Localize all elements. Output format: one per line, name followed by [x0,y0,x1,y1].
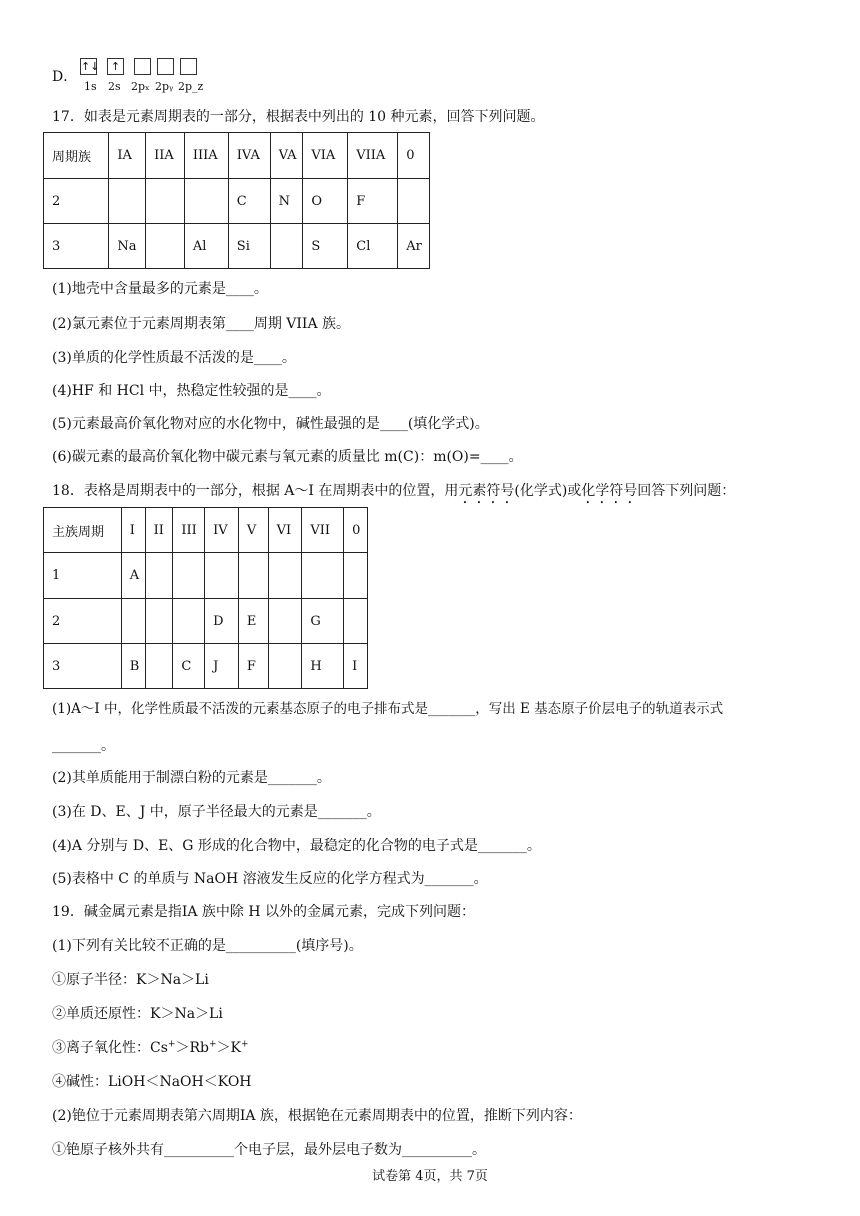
orbital-box-2pz [180,58,197,75]
q17-item-5: (5)元素最高价氧化物对应的水化物中，碱性最强的是____(填化学式)。 [52,416,489,432]
table-cell: VIIA [348,133,398,179]
superscript-plus: + [167,1039,176,1050]
table-cell: V [238,508,268,553]
table-cell [268,553,302,599]
q18-stem-emphasis: 元素符号 [458,483,515,499]
table-cell: C [228,179,270,224]
q19-item-2: (2)铯位于元素周期表第六周期ⅠA 族，根据铯在元素周期表中的位置，推断下列内容： [52,1108,582,1124]
q18-stem [52,480,735,507]
table-cell [146,179,185,224]
q18-stem-part: 回答下列问题： [637,483,736,499]
table-cell [173,599,205,644]
orbital-box-2s: ↑ [107,58,124,75]
page-footer: 试卷第 4页，共 7页 [372,1169,488,1184]
table-row [44,599,368,644]
q18-item-5: (5)表格中 C 的单质与 NaOH 溶液发生反应的化学方程式为_______。 [52,871,488,887]
orbital-box-1s: ↑↓ [81,60,100,73]
q18-item-1-line-2: _______。 [52,738,115,754]
table-cell: J [205,644,239,689]
table-row [44,553,368,599]
table-cell: Si [228,224,270,269]
q19-option-3 [52,1037,249,1057]
table-cell [109,179,146,224]
q18-item-3: (3)在 D、E、J 中，原子半径最大的元素是_______。 [52,804,381,820]
q19-option-3-part: ＞Rb [175,1040,209,1056]
orbital-label-2s: 2s [108,80,121,93]
q17-item-4: (4)HF 和 HCl 中，热稳定性较强的是____。 [52,383,331,399]
q18-item-2: (2)其单质能用于制漂白粉的元素是_______。 [52,770,331,786]
table-cell [145,599,173,644]
orbital-box-2py [157,58,174,75]
table-cell [398,179,430,224]
table-cell: N [270,179,303,224]
table-cell: O [303,179,348,224]
table-cell [268,599,302,644]
superscript-plus: + [240,1039,249,1050]
table-cell [270,224,303,269]
table-cell [344,553,368,599]
table-row [44,179,430,224]
q19-option-2: ②单质还原性：K＞Na＞Li [52,1006,223,1022]
orbital-box-2px [134,58,151,75]
table-cell: Al [184,224,228,269]
table-cell: Ar [398,224,430,269]
table-cell [238,553,268,599]
table-cell: IVA [228,133,270,179]
table-cell: 2 [44,179,109,224]
q19-stem: 19．碱金属元素是指ⅠA 族中除 H 以外的金属元素，完成下列问题： [52,904,476,920]
table-cell: VII [302,508,344,553]
table-cell: I [121,508,145,553]
table-cell [205,553,239,599]
table-cell: 0 [398,133,430,179]
table-cell [173,553,205,599]
table-cell: Na [109,224,146,269]
table-cell: A [121,553,145,599]
table-cell: 3 [44,224,109,269]
table-cell [145,553,173,599]
q19-option-4: ④碱性：LiOH＜NaOH＜KOH [52,1074,252,1090]
table-cell: F [238,644,268,689]
table-cell: VIA [303,133,348,179]
orbital-label-2px: 2pₓ [131,80,150,93]
q18-stem-emphasis: 化学符号 [581,483,638,499]
table-cell: IA [109,133,146,179]
table-cell: IIA [146,133,185,179]
table-cell [184,179,228,224]
table-cell: VI [268,508,302,553]
q18-stem-part: 18．表格是周期表中的一部分，根据 A～I 在周期表中的位置，用 [52,483,459,499]
q19-option-1: ①原子半径：K＞Na＞Li [52,972,209,988]
table-cell: IIIA [184,133,228,179]
table-cell: 1 [44,553,122,599]
table-header-row [44,508,368,553]
orbital-label-2pz: 2p_z [178,80,204,93]
table-cell: VA [270,133,303,179]
table-row [44,224,430,269]
orbital-label-2py: 2pᵧ [155,80,174,93]
table-cell: C [173,644,205,689]
table-cell: I [344,644,368,689]
q17-periodic-table [43,132,430,269]
table-cell: E [238,599,268,644]
table-cell [145,644,173,689]
q18-item-4: (4)A 分别与 D、E、G 形成的化合物中，最稳定的化合物的电子式是_______。 [52,838,541,854]
table-cell: D [205,599,239,644]
table-cell [302,553,344,599]
superscript-plus: + [208,1039,217,1050]
q19-option-3-part: ＞K [216,1040,241,1056]
table-cell [344,599,368,644]
table-cell [146,224,185,269]
q18-stem-part: (化学式)或 [514,483,582,499]
table-row [44,644,368,689]
table-cell: B [121,644,145,689]
table-header-row [44,133,430,179]
q17-stem: 17．如表是元素周期表的一部分，根据表中列出的 10 种元素，回答下列问题。 [52,109,545,125]
table-cell: F [348,179,398,224]
table-cell: II [145,508,173,553]
table-cell: Cl [348,224,398,269]
option-d-label: D． [52,69,78,85]
table-cell: 2 [44,599,122,644]
table-cell: H [302,644,344,689]
table-cell: 主族周期 [44,508,122,553]
table-cell: 0 [344,508,368,553]
table-cell: G [302,599,344,644]
table-cell: IV [205,508,239,553]
q19-item-1: (1)下列有关比较不正确的是__________(填序号)。 [52,938,363,954]
q19-item-2-1: ①铯原子核外共有__________个电子层，最外层电子数为__________。 [52,1142,486,1158]
q17-item-2: (2)氯元素位于元素周期表第____周期 VIIA 族。 [52,316,351,332]
table-cell: 周期族 [44,133,109,179]
q19-option-3-part: ③离子氧化性：Cs [52,1040,168,1056]
q18-periodic-table [43,507,368,689]
table-cell: S [303,224,348,269]
table-cell [121,599,145,644]
q18-item-1-line-1: (1)A～I 中，化学性质最不活泼的元素基态原子的电子排布式是_______，写出 E 基态原子价层电子的轨道表示式 [52,701,724,717]
q17-item-3: (3)单质的化学性质最不活泼的是____。 [52,350,296,366]
table-cell: 3 [44,644,122,689]
table-cell: III [173,508,205,553]
orbital-label-1s: 1s [84,80,97,93]
q17-item-1: (1)地壳中含量最多的元素是____。 [52,281,268,297]
q17-item-6: (6)碳元素的最高价氧化物中碳元素与氧元素的质量比 m(C)：m(O)=____。 [52,449,523,465]
table-cell [268,644,302,689]
